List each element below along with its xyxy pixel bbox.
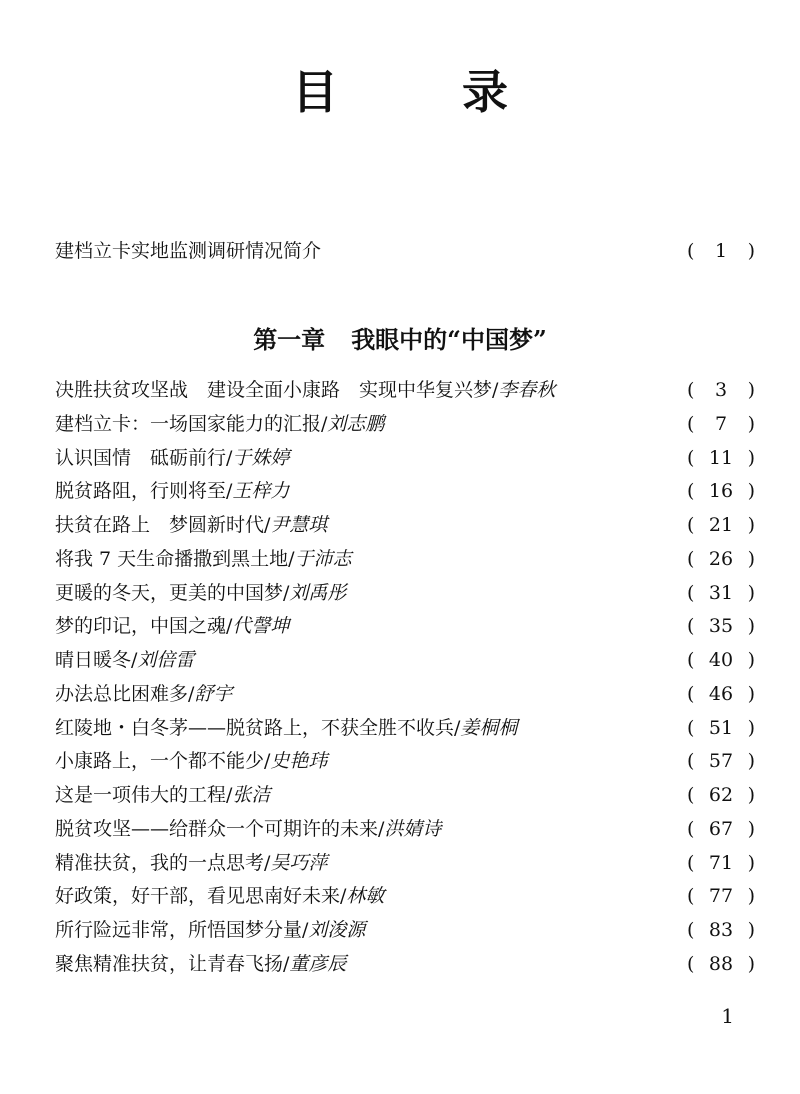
toc-leader-dots xyxy=(282,780,677,810)
toc-leader-dots xyxy=(244,679,677,709)
toc-page-ref: ( 46 ) xyxy=(687,679,755,709)
toc-entry-title-text: 所行险远非常，所悟国梦分量/ xyxy=(55,919,309,941)
toc-page-ref: ( 3 ) xyxy=(687,375,755,405)
toc-entry-title-text: 好政策，好干部，看见思南好未来/ xyxy=(55,885,347,908)
toc-entry-intro[interactable] xyxy=(55,236,755,266)
toc-entry[interactable] xyxy=(55,780,755,810)
toc-entry[interactable] xyxy=(55,949,755,979)
toc-entry-title-text: 更暖的冬天，更美的中国梦/ xyxy=(55,581,290,604)
chapter-label: 第一章 xyxy=(253,325,326,354)
toc-page-ref: ( 40 ) xyxy=(687,645,755,675)
toc-page-ref: ( 77 ) xyxy=(687,881,755,911)
toc-entry-title-text: 晴日暖冬/ xyxy=(55,649,138,671)
toc-entry[interactable] xyxy=(55,915,755,945)
toc-page-ref: ( 7 ) xyxy=(687,409,755,439)
toc-entry-title xyxy=(55,544,352,574)
toc-leader-dots xyxy=(358,949,677,979)
toc-page-ref: ( 11 ) xyxy=(687,443,755,473)
toc-leader-dots xyxy=(396,409,677,439)
toc-entry-title-text: 将我 7 天生命播撒到黑土地/ xyxy=(55,547,295,570)
toc-entry-title xyxy=(55,814,441,844)
toc-page-number: 21 xyxy=(708,514,734,536)
toc-entry-author: 刘志鹏 xyxy=(327,412,385,435)
page-title: 目 录 xyxy=(291,65,562,119)
toc-page-number: 26 xyxy=(708,547,734,570)
toc-entry-title xyxy=(55,476,289,506)
toc-leader-dots xyxy=(339,746,677,776)
toc-page-number: 1 xyxy=(714,240,728,262)
toc-entry-title xyxy=(55,915,365,945)
toc-leader-dots xyxy=(396,881,677,911)
toc-entry-title xyxy=(55,848,327,878)
toc-leader-dots xyxy=(339,848,677,878)
toc-entry-author: 史艳玮 xyxy=(270,750,328,773)
toc-entry-title xyxy=(55,645,194,675)
toc-leader-dots xyxy=(567,375,677,405)
toc-leader-dots xyxy=(453,814,677,844)
toc-entry-title-text: 办法总比困难多/ xyxy=(55,682,195,705)
toc-leader-dots xyxy=(377,915,677,945)
toc-entry[interactable] xyxy=(55,443,755,473)
toc-leader-dots xyxy=(364,544,677,574)
toc-entry-author: 姜桐桐 xyxy=(460,716,518,739)
toc-leader-dots xyxy=(529,713,677,743)
toc-entry-title-text: 红陵地・白冬茅——脱贫路上，不获全胜不收兵/ xyxy=(55,716,461,739)
toc-page-ref: ( 62 ) xyxy=(687,780,755,810)
toc-page-number: 88 xyxy=(708,952,734,975)
toc-entry[interactable] xyxy=(55,375,755,405)
toc-entry-title xyxy=(55,746,327,776)
toc-entry-title xyxy=(55,949,346,979)
toc-entry[interactable] xyxy=(55,848,755,878)
toc-entry[interactable] xyxy=(55,881,755,911)
toc-page-number: 40 xyxy=(708,649,734,671)
toc-entry-title-text: 梦的印记，中国之魂/ xyxy=(55,615,233,638)
toc-entry-title-text: 决胜扶贫攻坚战 建设全面小康路 实现中华复兴梦/ xyxy=(55,379,499,401)
toc-leader-dots xyxy=(301,611,677,641)
toc-entry-author: 刘禹彤 xyxy=(289,581,347,604)
toc-entry[interactable] xyxy=(55,510,755,540)
toc-leader-dots xyxy=(301,443,677,473)
toc-entry-title-text: 认识国情 砥砺前行/ xyxy=(55,446,233,469)
toc-entry-title xyxy=(55,409,384,439)
toc-page-ref: ( 35 ) xyxy=(687,611,755,641)
toc-page-number: 51 xyxy=(708,716,734,739)
toc-page-number: 71 xyxy=(708,851,734,874)
chapter-heading xyxy=(0,322,800,358)
toc-entry-title xyxy=(55,780,270,810)
toc-page-number: 83 xyxy=(708,919,734,941)
toc-page-ref: ( 16 ) xyxy=(687,476,755,506)
toc-entry-title-text: 脱贫路阻，行则将至/ xyxy=(55,480,233,503)
toc-entry-title xyxy=(55,713,517,743)
toc-page-number: 62 xyxy=(708,784,734,806)
toc-entry-title xyxy=(55,611,289,641)
toc-entry-author: 张洁 xyxy=(232,784,271,806)
toc-leader-dots xyxy=(206,645,677,675)
toc-entry[interactable] xyxy=(55,611,755,641)
toc-page-ref: ( 21 ) xyxy=(687,510,755,540)
toc-page-number: 77 xyxy=(708,885,734,908)
toc-entry-title xyxy=(55,443,289,473)
toc-entry[interactable] xyxy=(55,645,755,675)
toc-leader-dots xyxy=(339,510,677,540)
toc-entry-title-text: 脱贫攻坚——给群众一个可期许的未来/ xyxy=(55,817,385,840)
toc-page-ref: ( 26 ) xyxy=(687,544,755,574)
toc-entry-title xyxy=(55,679,232,709)
toc-entry-author: 代謦坤 xyxy=(232,615,290,638)
toc-entry-title xyxy=(55,510,327,540)
toc-entry[interactable] xyxy=(55,578,755,608)
toc-entry-author: 董彦辰 xyxy=(289,952,347,975)
toc-entry-author: 吴巧萍 xyxy=(270,851,328,874)
toc-entry[interactable] xyxy=(55,409,755,439)
toc-entry-title-text: 这是一项伟大的工程/ xyxy=(55,784,233,806)
toc-entry-author: 洪婧诗 xyxy=(384,817,442,840)
toc-entry-author: 李春秋 xyxy=(498,379,556,401)
toc-entry[interactable] xyxy=(55,679,755,709)
toc-page-number: 67 xyxy=(708,817,734,840)
toc-entry-title-text: 扶贫在路上 梦圆新时代/ xyxy=(55,514,271,536)
toc-entry-title-text: 精准扶贫，我的一点思考/ xyxy=(55,851,271,874)
toc-entry-author: 林敏 xyxy=(346,885,385,908)
toc-page-ref: ( 67 ) xyxy=(687,814,755,844)
toc-leader-dots xyxy=(333,236,677,266)
toc-page-number: 46 xyxy=(708,682,734,705)
toc-entry-title xyxy=(55,375,555,405)
toc-page-number: 31 xyxy=(708,581,734,604)
toc-page-number: 57 xyxy=(708,750,734,773)
toc-entry[interactable] xyxy=(55,544,755,574)
folio-page-number: 1 xyxy=(721,1004,734,1028)
toc-page-ref: ( 57 ) xyxy=(687,746,755,776)
toc-entry[interactable] xyxy=(55,476,755,506)
toc-entry-title-text: 小康路上，一个都不能少/ xyxy=(55,750,271,773)
toc-entry-author: 刘浚源 xyxy=(308,919,366,941)
toc-entry-author: 舒宇 xyxy=(194,682,233,705)
toc-page-ref: ( 88 ) xyxy=(687,949,755,979)
toc-page-number: 16 xyxy=(708,480,734,503)
toc-page-ref: ( 83 ) xyxy=(687,915,755,945)
toc-entry-title-text: 建档立卡：一场国家能力的汇报/ xyxy=(55,412,328,435)
toc-page-number: 11 xyxy=(708,446,734,469)
toc-entry-author: 尹慧琪 xyxy=(270,514,328,536)
toc-page-ref: ( 31 ) xyxy=(687,578,755,608)
toc-page-number: 35 xyxy=(708,615,734,638)
toc-entry-author: 王梓力 xyxy=(232,480,290,503)
toc-page-number: 7 xyxy=(714,412,728,435)
toc-page-ref: ( 71 ) xyxy=(687,848,755,878)
toc-entry-title xyxy=(55,881,384,911)
toc-entry[interactable] xyxy=(55,814,755,844)
toc-leader-dots xyxy=(301,476,677,506)
toc-entry-author: 于沛志 xyxy=(294,547,352,570)
toc-entry-title xyxy=(55,578,346,608)
toc-page-ref: ( 1 ) xyxy=(687,236,755,266)
toc-entry[interactable] xyxy=(55,713,755,743)
toc-entry[interactable] xyxy=(55,746,755,776)
toc-leader-dots xyxy=(358,578,677,608)
toc-page-number: 3 xyxy=(714,379,728,401)
chapter-title: 我眼中的“中国梦” xyxy=(351,325,547,354)
toc-entry-author: 于姝婷 xyxy=(232,446,290,469)
toc-entry-title-text: 聚焦精准扶贫，让青春飞扬/ xyxy=(55,952,290,975)
toc-page-ref: ( 51 ) xyxy=(687,713,755,743)
toc-entry-author: 刘倍雷 xyxy=(137,649,195,671)
toc-entry-title: 建档立卡实地监测调研情况简介 xyxy=(55,240,322,262)
